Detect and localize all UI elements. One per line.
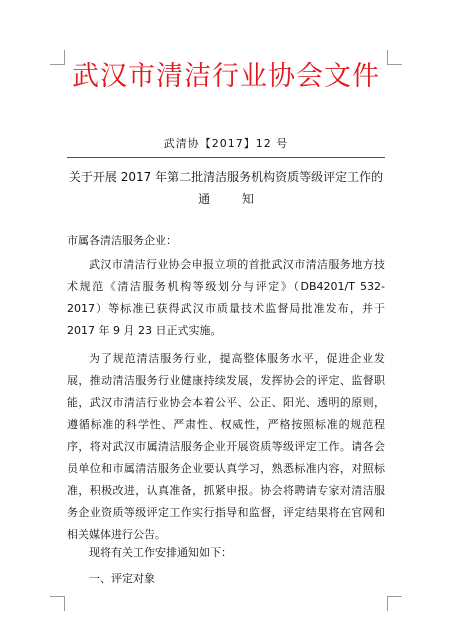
- document-number: 武清协【2017】12 号: [163, 137, 289, 150]
- section-heading-1: 一、评定对象: [89, 572, 155, 585]
- crop-mark-bottom-left: [50, 596, 65, 611]
- red-divider-line: [67, 157, 385, 158]
- subject-line-1: 关于开展 2017 年第二批清洁服务机构资质等级评定工作的: [68, 170, 384, 184]
- subject-line-2: 通 知: [198, 192, 268, 206]
- document-header-title: 武汉市清洁行业协会文件: [72, 61, 380, 92]
- document-subject: [67, 166, 385, 210]
- body-paragraph-2: 为了规范清洁服务行业，提高整体服务水平，促进企业发展，推动清洁服务行业健康持续发展，发挥协会的评定、监督职能，武汉市清洁行业协会本着公平、公正、阳光、透明的原则，遵循标准的科学性、严肃性、权威性，严格按照标准的规范程序，将对武汉市属清洁服务企业开展资质等级评定工作。请各会员单位和市属清洁服务企业要认真学习，熟悉标准内容，对照标准，积极改进，认真准备，抓紧申报。协会将聘请专家对清洁服务企业资质等级评定工作实行指导和监督，评定结果将在官网和相关媒体进行公告。: [67, 352, 385, 541]
- body-paragraph-3: 现将有关工作安排通知如下：: [89, 546, 232, 559]
- crop-mark-bottom-right: [387, 596, 402, 611]
- addressee: 市属各清洁服务企业：: [67, 234, 177, 247]
- body-paragraph-1: 武汉市清洁行业协会申报立项的首批武汉市清洁服务地方技术规范《清洁服务机构等级划分与评定》（DB4201/T 532-2017）等标准已获得武汉市质量技术监督局批准发布，并于 2017 年 9 月 23 日正式实施。: [67, 258, 385, 337]
